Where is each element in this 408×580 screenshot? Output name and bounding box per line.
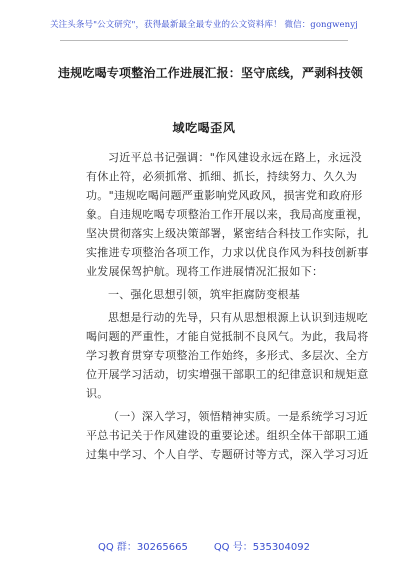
document-body (86, 148, 369, 464)
body-line: 习近平总书记强调："作风建设永远在路上，永远没 (108, 151, 362, 164)
body-line: 过集中学习、个人自学、专题研讨等方式，深入学习习近 (86, 448, 369, 461)
body-line: 位开展学习活动，切实增强干部职工的纪律意识和规矩意 (86, 368, 369, 381)
footer-qq-group: QQ 群：30265665 (97, 542, 188, 553)
body-line: 象。自违规吃喝专项整治工作开展以来，我局高度重视， (86, 208, 369, 221)
body-line: 有休止符，必须抓常、抓细、抓长，持续努力、久久为 (86, 170, 358, 183)
header-divider (60, 40, 348, 41)
body-line: 业发展保驾护航。现将工作进展情况汇报如下： (86, 265, 324, 278)
body-line: 喝问题的严重性，才能自觉抵制不良风气。为此，我局将 (86, 330, 369, 343)
body-line: 功。"违规吃喝问题严重影响党风政风，损害党和政府形 (86, 189, 363, 202)
body-line: 坚决贯彻落实上级决策部署，紧密结合科技工作实际，扎 (86, 227, 369, 240)
subsection-paragraph: （一）深入学习，领悟精神实质。一是系统学习习近 (108, 410, 368, 423)
body-line: 平总书记关于作风建设的重要论述。组织全体干部职工通 (86, 429, 369, 442)
body-line: 学习教育贯穿专项整治工作始终，多形式、多层次、全方 (86, 349, 369, 362)
document-title-line-1: 违规吃喝专项整治工作进展汇报：坚守底线，严剥科技领 (58, 66, 364, 80)
footer-qq-number: QQ 号：535304092 (213, 542, 310, 553)
section-heading: 一、强化思想引领，筑牢拒腐防变根基 (108, 288, 301, 301)
body-line: 实推进专项整治各项工作，力求以优良作风为科技创新事 (86, 246, 369, 259)
body-line: 识。 (86, 387, 109, 400)
header-banner: 关注头条号"公文研究"，获得最新最全最专业的公文资料库！ 微信：gongwenyj (50, 20, 358, 30)
document-title-line-2: 域吃喝歪风 (172, 121, 236, 135)
body-line: 思想是行动的先导，只有从思想根源上认识到违规吃 (108, 311, 368, 324)
footer-contact (0, 538, 408, 553)
